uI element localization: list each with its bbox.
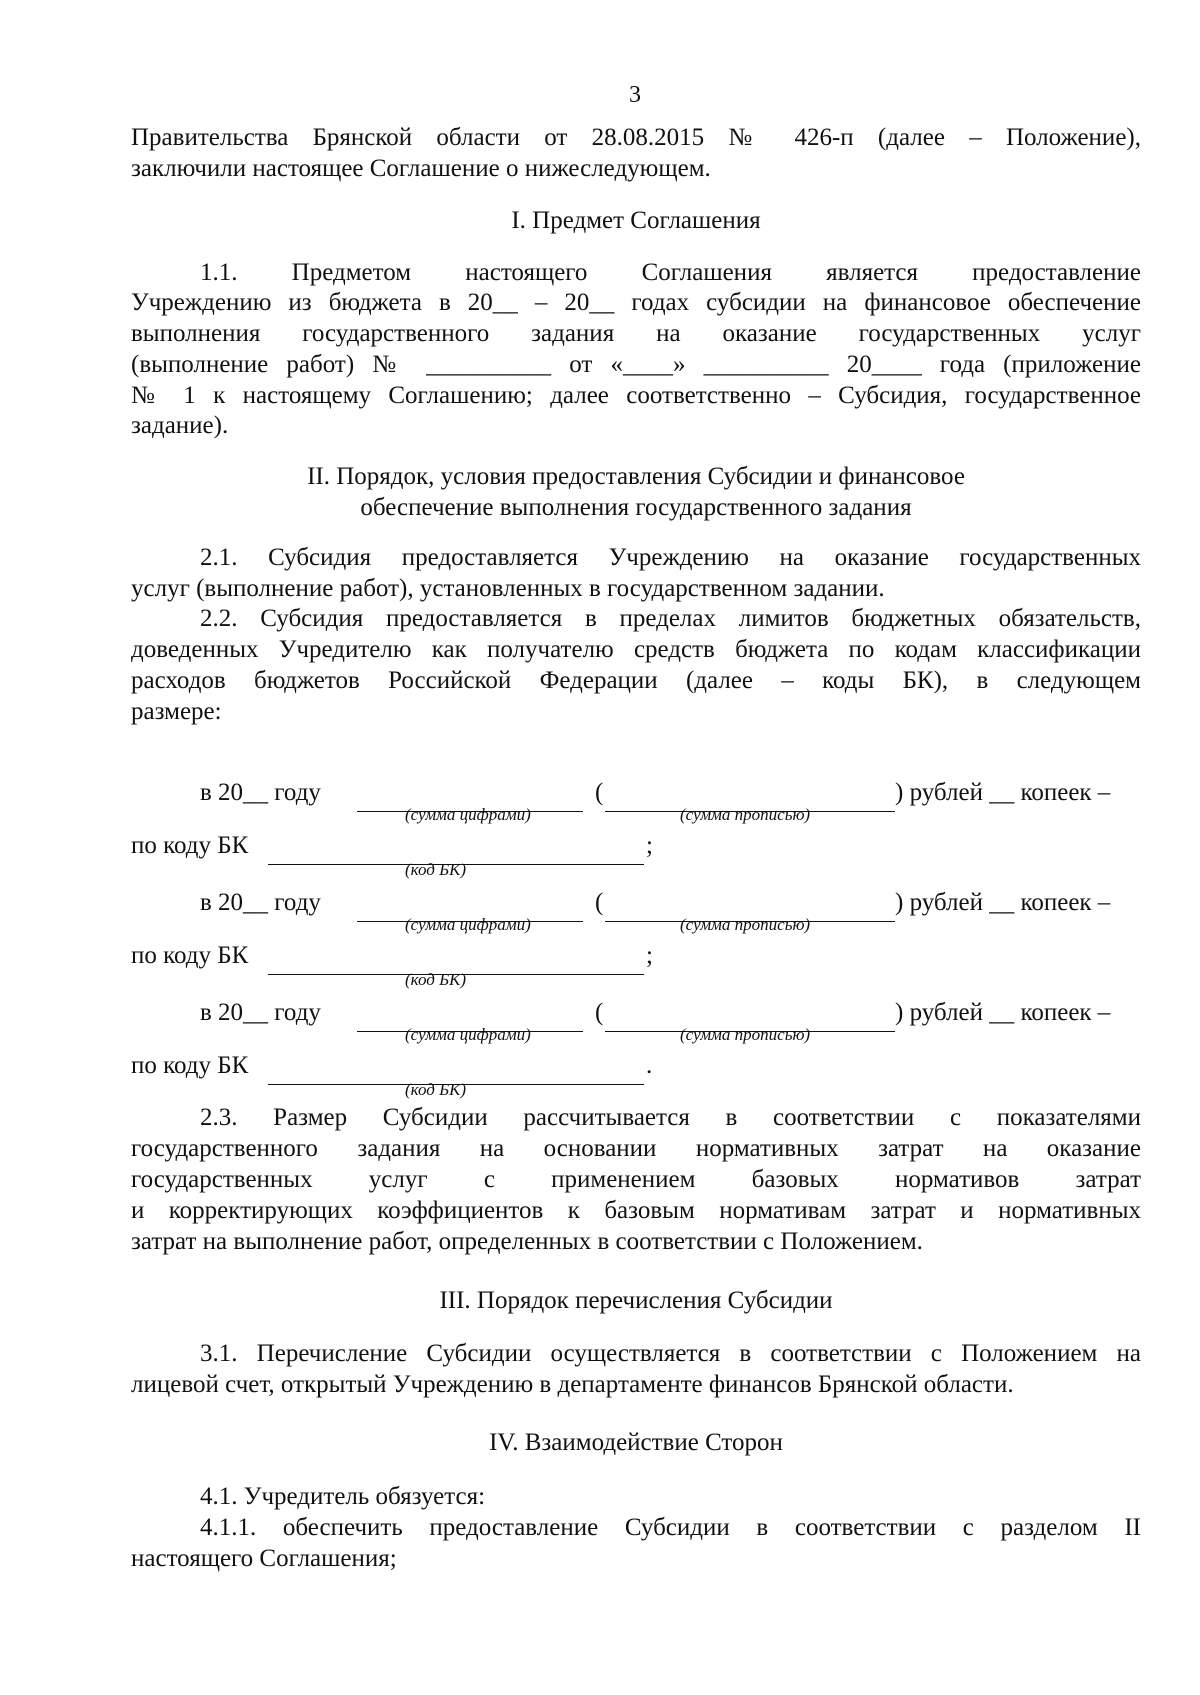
year-label: в 20__ году (200, 999, 321, 1026)
caption-amount-words: (сумма прописью) (680, 1025, 811, 1044)
paragraph-1-1-line-2: Учреждению из бюджета в 20__ – 20__ годах субсидии на финансовое обеспечение (131, 289, 1141, 316)
paragraph-2-2-line-2: доведенных Учредителю как получателю средств бюджета по кодам классификации (131, 636, 1141, 663)
paragraph-2-1-line-1: 2.1. Субсидия предоставляется Учреждению на оказание государственных (200, 544, 1141, 571)
section-1-heading: I. Предмет Соглашения (511, 207, 761, 234)
rubles-label: ) рублей __ копеек – (895, 999, 1111, 1026)
open-paren: ( (595, 779, 604, 806)
caption-amount-words: (сумма прописью) (680, 805, 811, 824)
line-end: . (646, 1052, 653, 1079)
intro-line-2: заключили настоящее Соглашение о нижеследующем. (131, 155, 711, 182)
bk-label: по коду БК (131, 832, 249, 859)
section-2-heading-line-1: II. Порядок, условия предоставления Субсидии и финансовое (307, 463, 965, 490)
page-number: 3 (629, 82, 641, 108)
section-2-heading-line-2: обеспечение выполнения государственного задания (360, 494, 912, 521)
paragraph-1-1-line-3: выполнения государственного задания на оказание государственных услуг (131, 320, 1141, 347)
section-4-heading: IV. Взаимодействие Сторон (489, 1429, 783, 1456)
paragraph-2-3-line-2: государственного задания на основании нормативных затрат на оказание (131, 1135, 1141, 1162)
bk-label: по коду БК (131, 942, 249, 969)
caption-amount-digits: (сумма цифрами) (405, 915, 531, 934)
open-paren: ( (595, 999, 604, 1026)
caption-amount-words: (сумма прописью) (680, 915, 811, 934)
year-label: в 20__ году (200, 889, 321, 916)
paragraph-4-1-1-line-1: 4.1.1. обеспечить предоставление Субсидии в соответствии с разделом II (200, 1514, 1141, 1541)
rubles-label: ) рублей __ копеек – (895, 779, 1111, 806)
paragraph-2-2-line-3: расходов бюджетов Российской Федерации (далее – коды БК), в следующем (131, 667, 1141, 694)
rubles-label: ) рублей __ копеек – (895, 889, 1111, 916)
paragraph-3-1-line-1: 3.1. Перечисление Субсидии осуществляется в соответствии с Положением на (200, 1340, 1141, 1367)
caption-bk-code: (код БК) (405, 970, 467, 989)
paragraph-2-3-line-5: затрат на выполнение работ, определенных в соответствии с Положением. (131, 1228, 923, 1255)
line-end: ; (646, 832, 653, 859)
paragraph-1-1-line-6: задание). (131, 412, 229, 439)
caption-amount-digits: (сумма цифрами) (405, 1025, 531, 1044)
paragraph-1-1-line-1: 1.1. Предметом настоящего Соглашения является предоставление (200, 259, 1141, 286)
paragraph-1-1-line-4: (выполнение работ) № __________ от «____» __________ 20____ года (приложение (131, 351, 1141, 378)
year-label: в 20__ году (200, 779, 321, 806)
paragraph-3-1-line-2: лицевой счет, открытый Учреждению в департаменте финансов Брянской области. (131, 1371, 1014, 1398)
caption-amount-digits: (сумма цифрами) (405, 805, 531, 824)
line-end: ; (646, 942, 653, 969)
paragraph-2-3-line-1: 2.3. Размер Субсидии рассчитывается в соответствии с показателями (200, 1104, 1141, 1131)
paragraph-2-3-line-4: и корректирующих коэффициентов к базовым нормативам затрат и нормативных (131, 1197, 1141, 1224)
paragraph-4-1: 4.1. Учредитель обязуется: (200, 1483, 486, 1510)
paragraph-2-2-line-4: размере: (131, 698, 222, 725)
paragraph-4-1-1-line-2: настоящего Соглашения; (131, 1545, 397, 1572)
intro-line-1: Правительства Брянской области от 28.08.2015 № 426-п (далее – Положение), (131, 124, 1141, 151)
paragraph-1-1-line-5: № 1 к настоящему Соглашению; далее соответственно – Субсидия, государственное (131, 382, 1141, 409)
paragraph-2-2-line-1: 2.2. Субсидия предоставляется в пределах лимитов бюджетных обязательств, (200, 605, 1141, 632)
section-3-heading: III. Порядок перечисления Субсидии (439, 1287, 833, 1314)
paragraph-2-1-line-2: услуг (выполнение работ), установленных в государственном задании. (131, 575, 885, 602)
open-paren: ( (595, 889, 604, 916)
bk-label: по коду БК (131, 1052, 249, 1079)
caption-bk-code: (код БК) (405, 1080, 467, 1099)
paragraph-2-3-line-3: государственных услуг с применением базовых нормативов затрат (131, 1166, 1141, 1193)
caption-bk-code: (код БК) (405, 860, 467, 879)
